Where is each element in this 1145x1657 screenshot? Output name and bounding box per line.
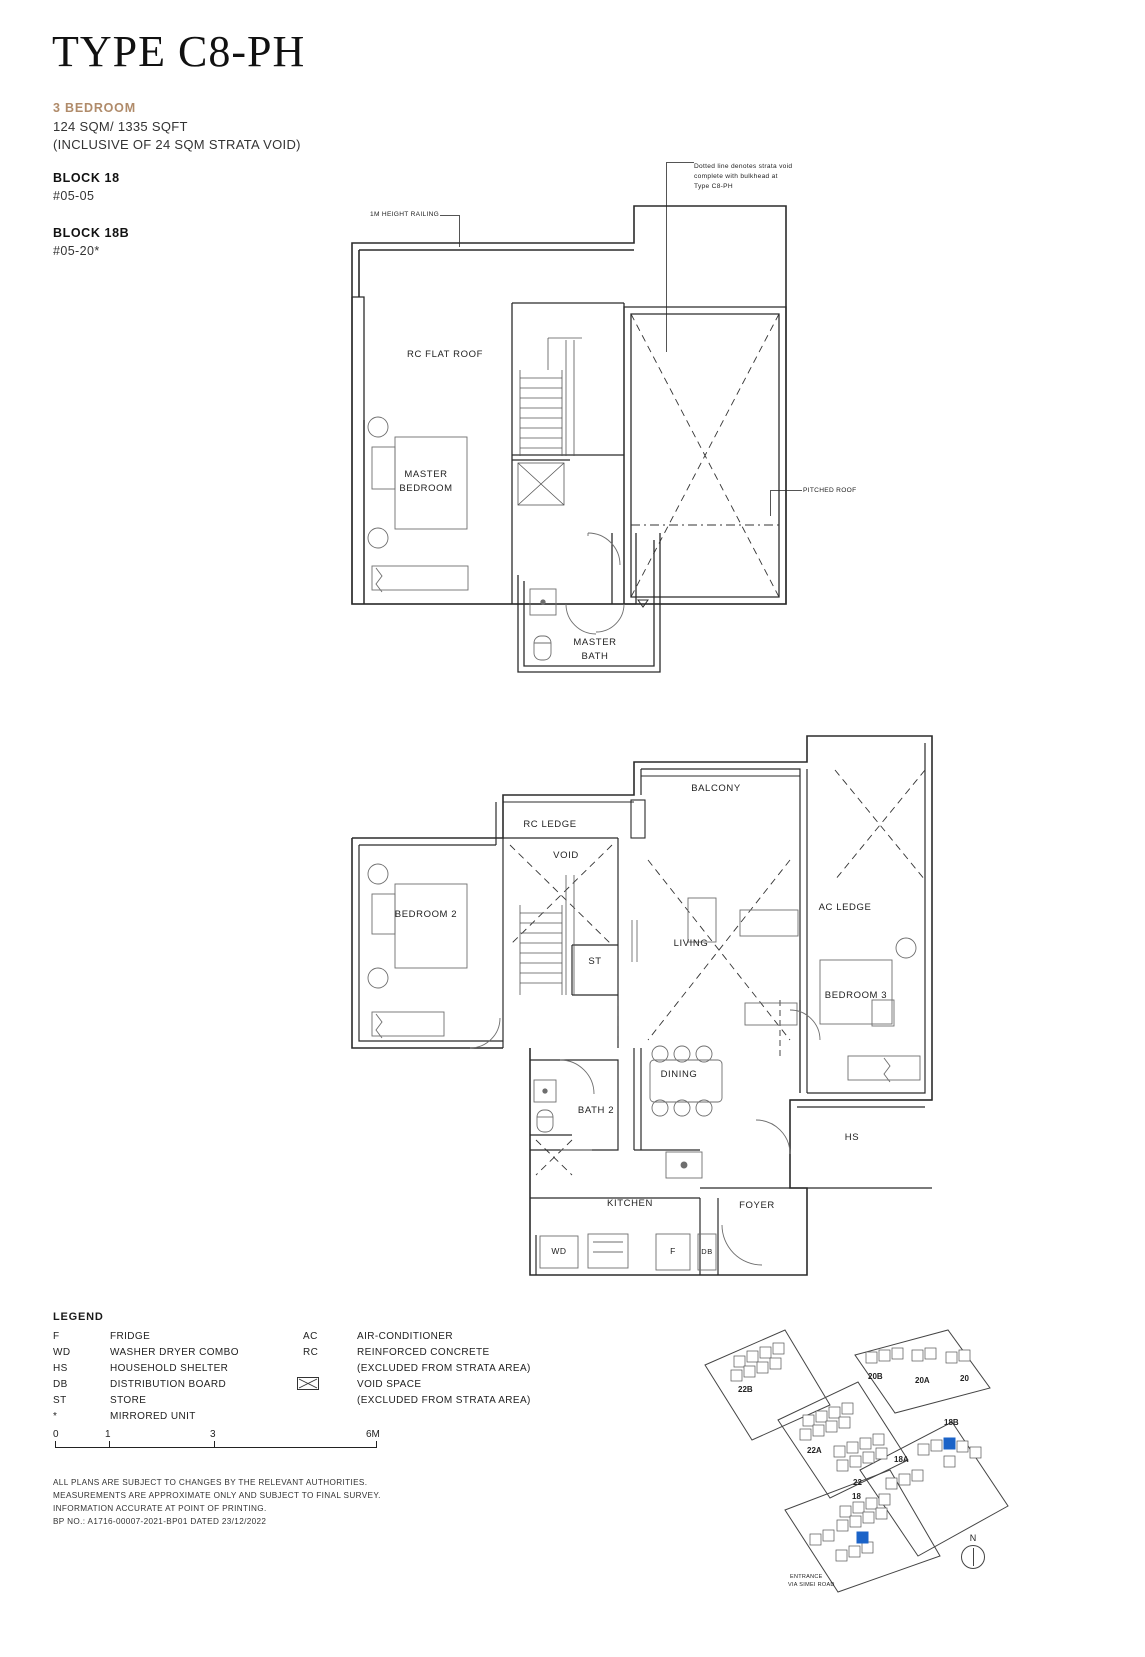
sitemap-block-22b: 22B (738, 1385, 753, 1394)
unit-area: 124 SQM/ 1335 SQFT (53, 119, 188, 134)
legend-term: FRIDGE (110, 1331, 151, 1342)
sitemap-block-18b: 18B (944, 1418, 959, 1427)
block-18b-label: BLOCK 18B (53, 226, 130, 240)
legend-term: HOUSEHOLD SHELTER (110, 1363, 229, 1374)
room-label-bath-2: BATH 2 (577, 1105, 615, 1116)
highlighted-unit (857, 1532, 868, 1543)
sitemap-block-18a: 18A (894, 1455, 909, 1464)
legend-term: VOID SPACE (357, 1379, 422, 1390)
legend-abbr: HS (53, 1363, 68, 1374)
page-title: TYPE C8-PH (52, 27, 306, 76)
room-label-store: ST (588, 956, 602, 967)
strata-void-note-line3: Type C8-PH (694, 183, 733, 190)
appliance-label-wd: WD (551, 1246, 567, 1256)
legend-abbr: DB (53, 1379, 68, 1390)
room-label-ac-ledge: AC LEDGE (818, 902, 872, 913)
sitemap-block-22a: 22A (807, 1446, 822, 1455)
sitemap-entrance-note-2: VIA SIMEI ROAD (788, 1582, 835, 1588)
legend-term: WASHER DRYER COMBO (110, 1347, 239, 1358)
room-label-master-bath-line2: BATH (581, 651, 609, 662)
strata-void-note-line2: complete with bulkhead at (694, 173, 778, 180)
sitemap-block-18: 18 (852, 1492, 861, 1501)
block-18-label: BLOCK 18 (53, 171, 120, 185)
strata-void-note-line1: Dotted line denotes strata void (694, 163, 793, 170)
sitemap-block-20a: 20A (915, 1376, 930, 1385)
unit-area-note: (INCLUSIVE OF 24 SQM STRATA VOID) (53, 137, 301, 152)
legend-term: MIRRORED UNIT (110, 1411, 196, 1422)
highlighted-unit (944, 1438, 955, 1449)
footnote-line-1: ALL PLANS ARE SUBJECT TO CHANGES BY THE RELEVANT AUTHORITIES. (53, 1478, 368, 1487)
room-label-rc-ledge: RC LEDGE (523, 819, 577, 830)
legend-term: REINFORCED CONCRETE (357, 1347, 490, 1358)
appliance-label-db: DB (701, 1247, 713, 1256)
legend-abbr: AC (303, 1331, 318, 1342)
sitemap-block-20b: 20B (868, 1372, 883, 1381)
room-label-master-bath-line1: MASTER (573, 637, 617, 648)
room-label-dining: DINING (660, 1069, 698, 1080)
footnote-line-4: BP NO.: A1716-00007-2021-BP01 DATED 23/12/2022 (53, 1517, 267, 1526)
legend-term: (EXCLUDED FROM STRATA AREA) (357, 1395, 531, 1406)
footnote-line-2: MEASUREMENTS ARE APPROXIMATE ONLY AND SUBJECT TO FINAL SURVEY. (53, 1491, 381, 1500)
unit-subtype: 3 BEDROOM (53, 101, 136, 115)
room-label-kitchen: KITCHEN (607, 1198, 653, 1209)
railing-note: 1M HEIGHT RAILING (370, 211, 440, 218)
room-label-living: LIVING (673, 938, 709, 949)
legend-term: STORE (110, 1395, 147, 1406)
room-label-void: VOID (553, 850, 579, 861)
pitched-roof-note: PITCHED ROOF (803, 487, 857, 494)
scale-bar (53, 1429, 393, 1459)
scale-tick-1: 1 (105, 1429, 111, 1440)
legend-abbr: * (53, 1411, 58, 1422)
legend-abbr: RC (303, 1347, 319, 1358)
north-label: N (969, 1533, 977, 1543)
room-label-master-bedroom-line2: BEDROOM (399, 483, 453, 494)
legend-term: (EXCLUDED FROM STRATA AREA) (357, 1363, 531, 1374)
appliance-label-fridge: F (670, 1246, 676, 1256)
legend-term: DISTRIBUTION BOARD (110, 1379, 227, 1390)
room-label-foyer: FOYER (739, 1200, 775, 1211)
room-label-bedroom-2: BEDROOM 2 (394, 909, 458, 920)
legend-abbr: WD (53, 1347, 71, 1358)
legend-abbr: F (53, 1331, 60, 1342)
block-18b-unit: #05-20* (53, 244, 100, 258)
footnote-line-3: INFORMATION ACCURATE AT POINT OF PRINTING. (53, 1504, 267, 1513)
legend-abbr: ST (53, 1395, 67, 1406)
scale-tick-3: 3 (210, 1429, 216, 1440)
room-label-bedroom-3: BEDROOM 3 (824, 990, 888, 1001)
room-label-hs: HS (844, 1132, 860, 1143)
scale-tick-6m: 6M (366, 1429, 380, 1440)
sitemap-block-22: 22 (853, 1478, 862, 1487)
legend-term: AIR-CONDITIONER (357, 1331, 453, 1342)
room-label-master-bedroom-line1: MASTER (404, 469, 448, 480)
block-18-unit: #05-05 (53, 189, 95, 203)
site-key-plan (690, 1310, 1090, 1610)
sitemap-entrance-note-1: ENTRANCE (790, 1574, 823, 1580)
room-label-rc-flat-roof: RC FLAT ROOF (407, 349, 483, 360)
room-label-balcony: BALCONY (691, 783, 741, 794)
void-space-icon (297, 1377, 319, 1390)
legend-title: LEGEND (53, 1311, 104, 1323)
sitemap-block-20: 20 (960, 1374, 969, 1383)
north-arrow-icon (961, 1545, 985, 1569)
north-indicator (953, 1533, 993, 1581)
scale-tick-0: 0 (53, 1429, 59, 1440)
